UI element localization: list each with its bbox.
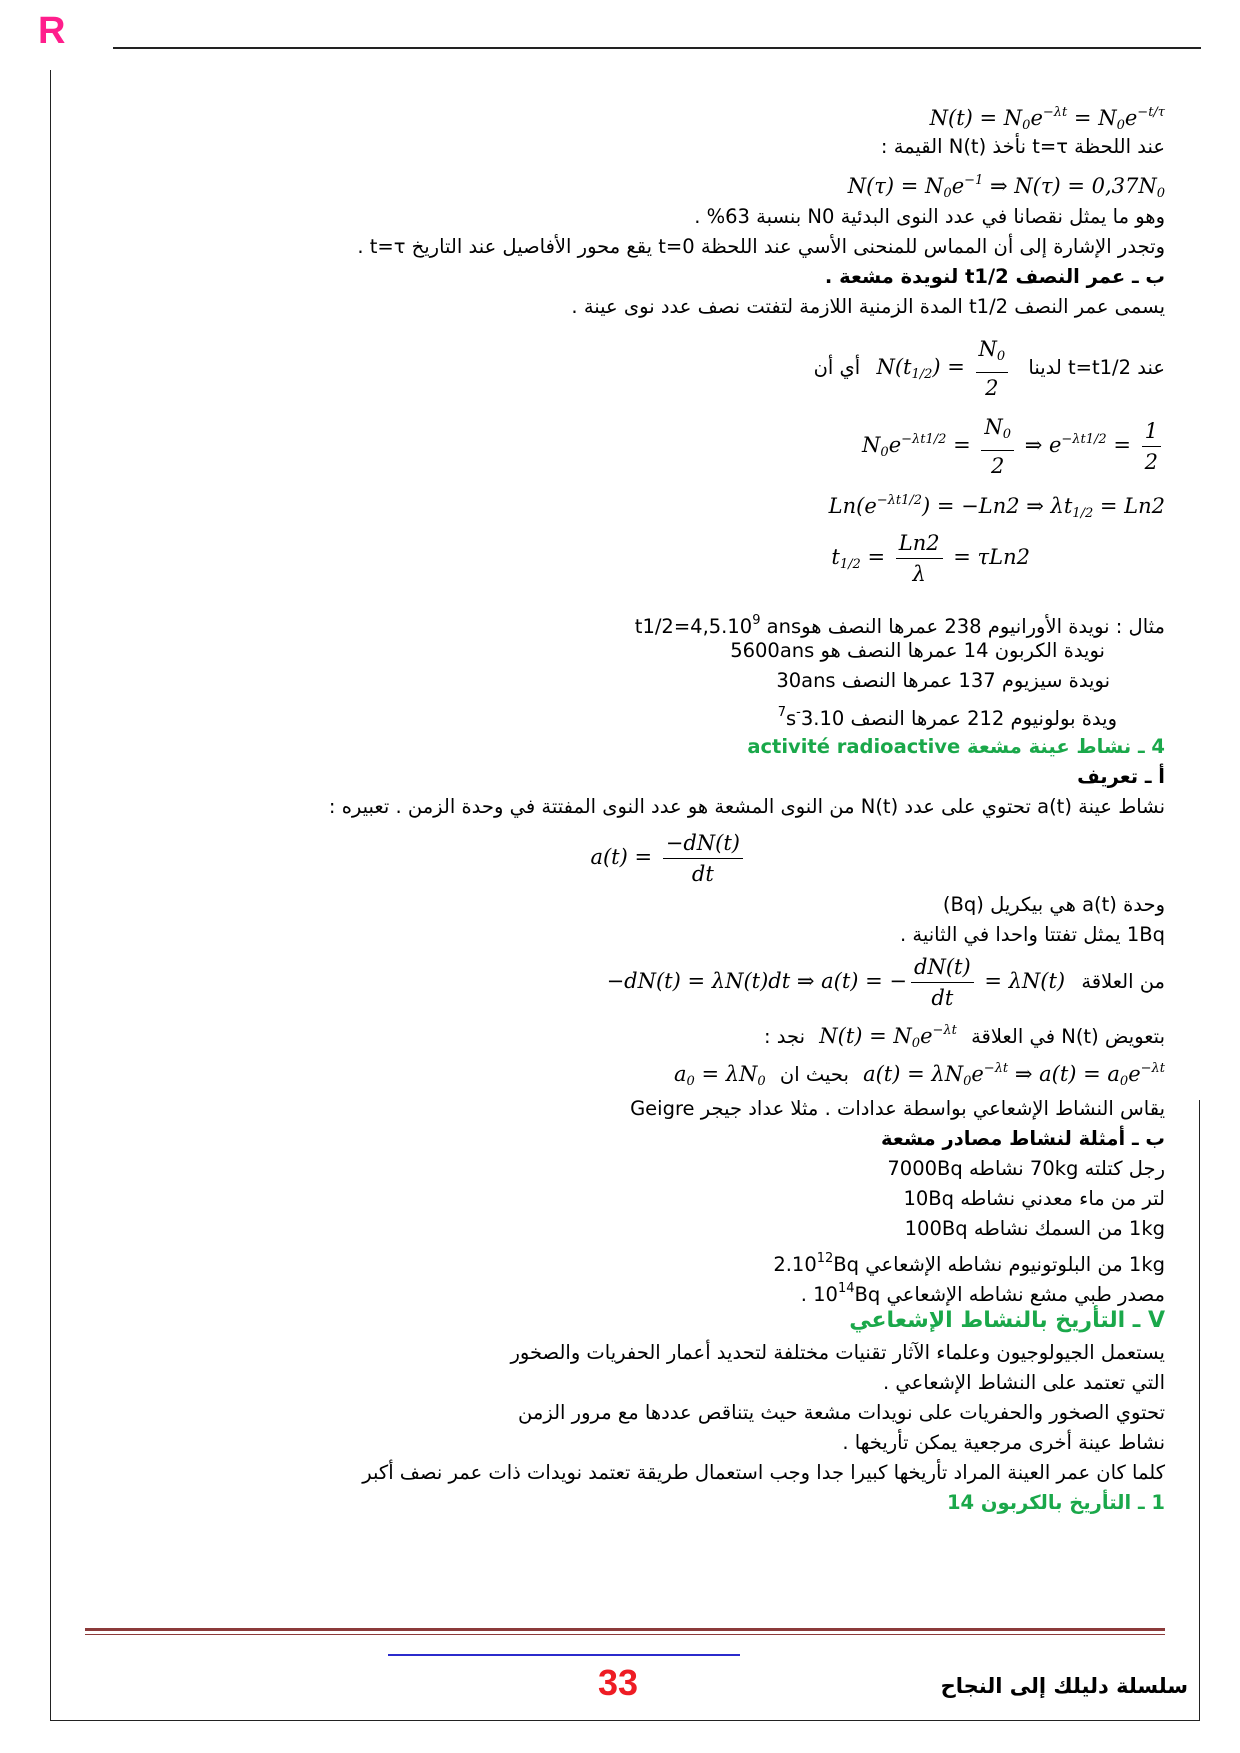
example-carbon: نويدة الكربون 14 عمرها النصف هو 5600ans <box>730 639 1105 662</box>
equation-halflife-2: $Ln(e^{-\lambda t1/2}) = -Ln2$ ⇒ $\lambda t_{1/2} = Ln2$ <box>828 493 1165 521</box>
example-activity: 1kg من السمك نشاطه 100Bq <box>904 1217 1165 1240</box>
substitution-line: بتعويض N(t) في العلاقة $N(t) = N_0e^{-\lambda t}$ نجد : <box>764 1023 1165 1051</box>
section-heading-carbon-dating: 1 ـ التأريخ بالكربون 14 <box>946 1491 1165 1514</box>
text-line: عند اللحظة t=τ نأخذ N(t) القيمة : <box>880 135 1165 158</box>
text-fragment: t1/2=4,5.10 <box>634 615 753 638</box>
equation-halflife-1: $N_0e^{-\lambda t1/2}$ = $\frac{N_0}{2}$ ⇒ $e^{-\lambda t1/2}$ = $\frac{1}{2}$ <box>862 412 1165 481</box>
text-line: يقاس النشاط الإشعاعي بواسطة عدادات . مثلا عداد جيجر Geigre <box>630 1097 1165 1120</box>
example-activity: رجل كتلته 70kg نشاطه 7000Bq <box>887 1157 1165 1180</box>
logo: R <box>38 10 66 52</box>
page-number: 33 <box>598 1662 639 1703</box>
text-line: يستعمل الجيولوجيون وعلماء الآثار تقنيات مختلفة لتحديد أعمار الحفريات والصخور <box>510 1341 1165 1364</box>
left-rule <box>50 70 51 1720</box>
exponent: 14 <box>837 1281 855 1296</box>
section-heading-activity: 4 ـ نشاط عينة مشعة activité radioactive <box>747 735 1165 758</box>
text-fragment: s <box>785 707 797 730</box>
text-fragment: Bq <box>833 1253 860 1276</box>
text-fragment: أي أن <box>813 356 861 379</box>
text-line: نشاط عينة a(t) تحتوي على عدد N(t) من النوى المشعة هو عدد النوى المفتتة في وحدة الزمن . تعبيره : <box>328 795 1165 818</box>
text-fragment: ويدة بولونيوم 212 عمرها النصف 3.10 <box>800 707 1117 730</box>
footer-separator <box>85 1634 1165 1635</box>
section-heading-dating: V ـ التأريخ بالنشاط الإشعاعي <box>849 1308 1165 1333</box>
text-line: تحتوي الصخور والحفريات على نويدات مشعة حيث يتناقص عددها مع مرور الزمن <box>518 1401 1165 1424</box>
text-fragment: مثال : نويدة الأورانيوم 238 عمرها النصف هوans <box>766 615 1165 638</box>
section-heading: ب ـ عمر النصف t1/2 لنويدة مشعة . <box>824 265 1165 288</box>
right-rule <box>1199 1100 1200 1720</box>
equation-tau: $N(\tau) = N_0e^{-1}$ ⇒ $N(\tau) = 0,37N_0$ <box>847 173 1165 201</box>
footer-separator <box>85 1628 1165 1631</box>
bottom-rule <box>50 1720 1200 1721</box>
text-line: 1Bq يمثل تفتتا واحدا في الثانية . <box>900 923 1165 946</box>
text-fragment: بحيث ان <box>779 1063 849 1086</box>
text-line: التي تعتمد على النشاط الإشعاعي . <box>883 1371 1165 1394</box>
subsection-heading: ب ـ أمثلة لنشاط مصادر مشعة <box>881 1127 1165 1150</box>
equation-decay-law: $N(t) = N_0e^{-\lambda t} = N_0e^{-t/\tau}$ <box>929 105 1165 133</box>
relation-line: من العلاقة −dN(t) = λN(t)dt ⇒ a(t) = − $\frac{dN(t)}{dt}$ = λN(t) <box>607 952 1165 1013</box>
text-line: كلما كان عمر العينة المراد تأريخها كبيرا جدا وجب استعمال طريقة تعتمد نويدات ذات عمر نصف أكبر <box>362 1461 1165 1484</box>
top-rule <box>113 47 1201 49</box>
text-fragment: مصدر طبي مشع نشاطه الإشعاعي 10 <box>813 1283 1165 1306</box>
text-line: يسمى عمر النصف t1/2 المدة الزمنية اللازمة لتفتت نصف عدد نوى عينة . <box>571 295 1165 318</box>
exponent: -7 <box>777 705 801 720</box>
equation-activity: a(t) = $\frac{-dN(t)}{dt}$ <box>590 828 747 889</box>
example-cesium: نويدة سيزيوم 137 عمرها النصف 30ans <box>776 669 1110 692</box>
text-fragment: نجد : <box>764 1025 806 1048</box>
text-fragment: 1kg من البلوتونيوم نشاطه الإشعاعي 2.10 <box>773 1253 1165 1276</box>
text-line: نشاط عينة أخرى مرجعية يمكن تأريخها . <box>842 1431 1165 1454</box>
series-title: سلسلة دليلك إلى النجاح <box>940 1674 1188 1698</box>
text-line: وحدة a(t) هي بيكريل (Bq) <box>942 893 1165 916</box>
exponent: 12 <box>816 1251 834 1266</box>
footer-link-rule <box>388 1654 740 1656</box>
example-polonium <box>778 698 1117 734</box>
text-fragment: عند t=t1/2 لدينا <box>1028 356 1165 379</box>
example-activity: لتر من ماء معدني نشاطه 10Bq <box>903 1187 1165 1210</box>
equation-halflife-3: $t_{1/2}$ = $\frac{Ln2}{\lambda}$ = τLn2 <box>831 528 1030 589</box>
subsection-heading: أ ـ تعريف <box>1077 765 1165 788</box>
halflife-definition-line: عند t=t1/2 لدينا $N(t_{1/2})$ = $\frac{N_0}{2}$ أي أن <box>814 334 1165 405</box>
text-fragment: Bq . <box>800 1283 881 1306</box>
text-line: وتجدر الإشارة إلى أن المماس للمنحنى الأسي عند اللحظة t=0 يقع محور الأفاصيل عند التاريخ t=τ . <box>357 235 1165 258</box>
text-fragment: بتعويض N(t) في العلاقة <box>971 1025 1165 1048</box>
activity-law-line: $a(t) = \lambda N_0e^{-\lambda t}$ ⇒ $a(t) = a_0e^{-\lambda t}$ بحيث ان $a_0 = \lambda N_0$ <box>673 1061 1165 1089</box>
example-activity <box>801 1274 1165 1310</box>
exponent: 9 <box>752 613 761 628</box>
text-fragment: من العلاقة <box>1081 970 1165 993</box>
text-line: وهو ما يمثل نقصانا في عدد النوى البدئية N0 بنسبة 63% . <box>694 205 1165 228</box>
